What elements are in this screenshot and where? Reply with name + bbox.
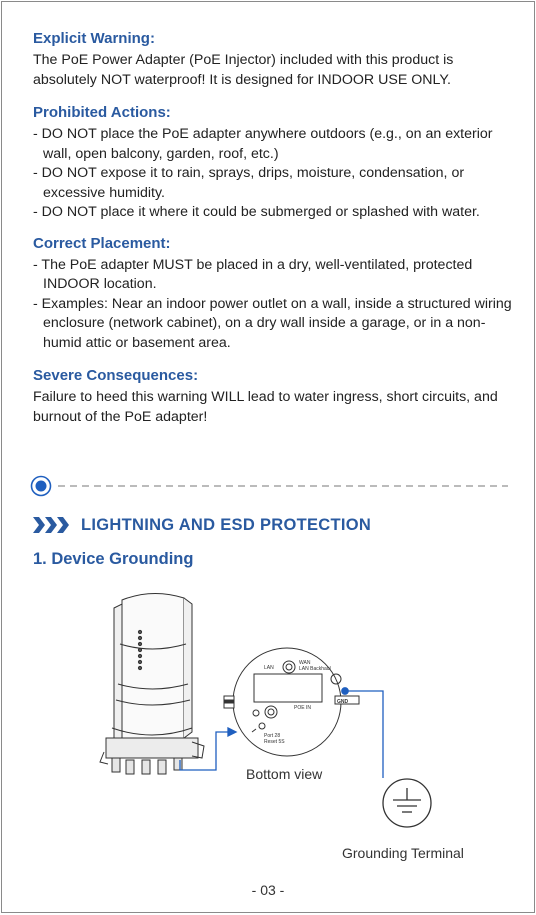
correct-placement-heading: Correct Placement:	[33, 234, 171, 252]
lan-backhaul-port-label: LAN Backhaul	[299, 666, 331, 672]
list-item: - DO NOT place it where it could be submerged or splashed with water.	[33, 204, 480, 220]
severe-consequences-section	[33, 367, 513, 427]
severe-consequences-heading: Severe Consequences:	[33, 367, 199, 384]
port-count-label: Port 28	[264, 733, 281, 739]
explicit-warning-text: The PoE Power Adapter (PoE Injector) included with this product is absolutely NOT waterproof! It is designed for INDOOR USE ONLY.	[33, 52, 454, 88]
prohibited-actions-heading: Prohibited Actions:	[33, 104, 171, 121]
section-divider	[30, 475, 510, 497]
reset-label: Reset 5S	[264, 739, 285, 745]
explicit-warning-section	[33, 30, 513, 90]
severe-consequences-text: Failure to heed this warning WILL lead to water ingress, short circuits, and burnout of the PoE adapter!	[33, 389, 498, 425]
grounding-terminal-label: Grounding Terminal	[342, 845, 464, 861]
correct-placement-section	[33, 235, 513, 354]
gnd-port-label: GND	[337, 699, 349, 705]
poe-in-port-label: POE IN	[294, 705, 311, 711]
list-item: - DO NOT expose it to rain, sprays, drips, moisture, condensation, or excessive humidity.	[33, 165, 465, 201]
manual-page	[1, 1, 535, 913]
warning-content	[33, 30, 513, 441]
list-item: - The PoE adapter MUST be placed in a dry, well-ventilated, protected INDOOR location.	[33, 256, 473, 292]
correct-placement-list	[33, 256, 513, 354]
device-illustration	[100, 593, 204, 774]
bottom-view-label: Bottom view	[246, 766, 323, 782]
list-item: - DO NOT place the PoE adapter anywhere outdoors (e.g., on an exterior wall, open balcony, garden, roof, etc.)	[33, 126, 493, 162]
prohibited-actions-section	[33, 104, 513, 223]
lightning-esd-title: LIGHTNING AND ESD PROTECTION	[81, 515, 372, 534]
grounding-diagram	[2, 582, 536, 872]
device-grounding-heading: 1. Device Grounding	[33, 550, 194, 568]
list-item: - Examples: Near an indoor power outlet on a wall, inside a structured wiring enclosure (network cabinet), on a dry wall inside a garage, or in a non-humid attic or basement area.	[33, 295, 512, 351]
page-number: - 03 -	[251, 882, 285, 898]
explicit-warning-heading: Explicit Warning:	[33, 30, 155, 47]
triple-chevron-icon	[33, 517, 71, 533]
wan-port-label: WAN	[299, 660, 311, 666]
prohibited-actions-list	[33, 125, 513, 223]
ground-symbol-icon	[383, 779, 431, 827]
lan-port-label: LAN	[264, 665, 274, 671]
lightning-esd-heading	[33, 513, 371, 537]
